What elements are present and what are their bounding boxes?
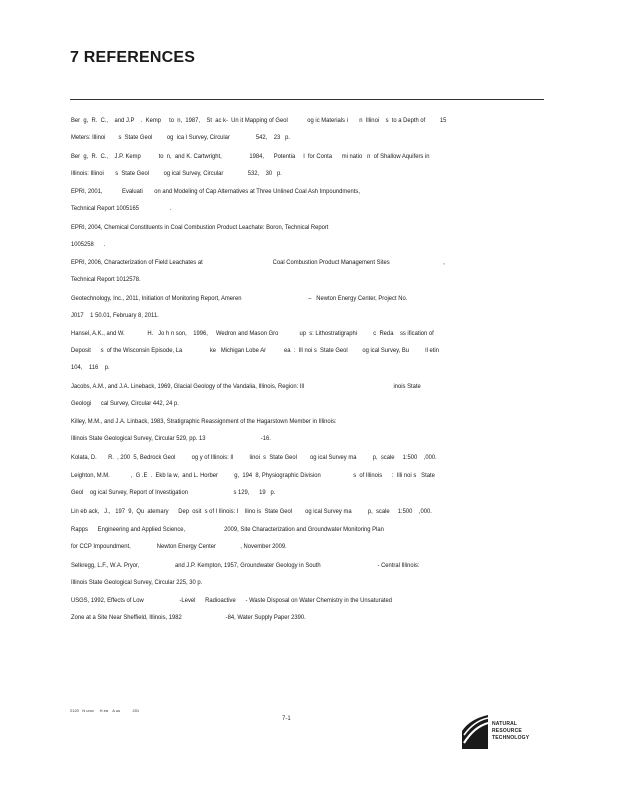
reference-line: 104, 116 p. — [71, 364, 110, 371]
reference-line: Geologi cal Survey, Circular 442, 24 p. — [71, 399, 179, 407]
reference-entry — [71, 413, 522, 447]
reference-list — [71, 112, 541, 628]
reference-entry — [71, 148, 522, 182]
reference-entry — [71, 112, 522, 146]
reference-line: Selkregg, L.F., W.A. Pryor, and J.P. Kempton, 1957, Groundwater Geology in South - Central Illinois: — [71, 561, 420, 569]
reference-line: Deposit s of the Wisconsin Episode, La ke Michigan Lobe Ar ea : Ill noi s State Geol og ical Survey, Bu ll etin — [71, 347, 439, 354]
reference-line: Meters: Illinoi s State Geol og ica l Survey, Circular 542, 23 p. — [71, 134, 291, 141]
reference-entry — [71, 183, 522, 217]
reference-entry — [71, 467, 522, 501]
reference-line: Illinois State Geological Survey, Circular 529, pp. 13 -16. — [71, 435, 271, 442]
reference-line: Technical Report 1005165 . — [71, 205, 172, 212]
logo-line: NATURAL — [492, 721, 518, 727]
logo-mark-icon — [460, 713, 490, 749]
reference-line: EPRI, 2004, Chemical Constituents in Coal Combustion Product Leachate: Boron, Technical Report — [71, 223, 329, 231]
reference-line: Jacobs, A.M., and J.A. Lineback, 1969, Glacial Geology of the Vandalia, Illinois, Region: Ill inois State — [71, 382, 421, 390]
reference-entry — [71, 378, 522, 412]
reference-line: Geol og ical Survey, Report of Investigation s 129, 19 p. — [71, 489, 276, 496]
reference-line: Illinois State Geological Survey, Circular 225, 30 p. — [71, 578, 203, 586]
reference-line: 1005258 . — [71, 240, 106, 248]
reference-entry — [71, 219, 522, 253]
reference-line: EPRI, 2006, Characterization of Field Leachates at Coal Combustion Product Management Sites , — [71, 259, 445, 266]
reference-entry — [71, 592, 522, 626]
reference-line: Illinois: Illinoi s State Geol og ical Survey, Circular 532, 30 p. — [71, 169, 282, 177]
reference-line: Geotechnology, Inc., 2011, Initiation of Monitoring Report, Ameren – Newton Energy Center, Project No. — [71, 294, 408, 302]
reference-entry — [71, 449, 522, 466]
logo-line: RESOURCE — [492, 728, 522, 734]
reference-line: Hansel, A.K., and W. H. Jo h n son, 1996, Wedron and Mason Gro up s: Lithostratigraphi c Reda ss ification of — [71, 330, 434, 337]
reference-line: Technical Report 1012578. — [71, 276, 141, 283]
reference-line: USGS, 1992, Effects of Low -Level Radioactive - Waste Disposal on Water Chemistry in the Unsaturated — [71, 597, 393, 604]
reference-entry — [71, 521, 522, 555]
company-logo — [460, 713, 540, 749]
reference-line: Killey, M.M., and J.A. Linback, 1983, Stratigraphic Reassignment of the Hagarstown Member in Illinois: — [71, 418, 337, 425]
reference-line: Leighton, M.M. , G .E . Ekb la w, and L. Horber g, 194 8, Physiographic Division s of Illinois : Illi noi s State — [71, 472, 435, 479]
reference-entry — [71, 503, 522, 520]
reference-line: EPRI, 2001, Evaluati on and Modeling of Cap Alternatives at Three Unlined Coal Ash Impoundments, — [71, 188, 360, 195]
reference-line: for CCP Impoundment, Newton Energy Center , November 2009. — [71, 543, 287, 550]
reference-entry — [71, 557, 522, 591]
reference-line: Rapps Engineering and Applied Science, 2009, Site Characterization and Groundwater Monitoring Plan — [71, 526, 384, 533]
reference-entry — [71, 254, 522, 288]
reference-line: Lin eb ack, J., 197 9, Qu atemary Dep osit s of I llinois: I llino is State Geol og ical Survey ma p, scale 1:500 ,000. — [71, 507, 432, 515]
reference-line: J017 1 50.01, February 8, 2011. — [71, 311, 159, 319]
reference-entry — [71, 325, 522, 376]
footer-document-id: 2120 N urov H ea A uu 201 — [70, 708, 140, 713]
logo-line: TECHNOLOGY — [492, 735, 530, 741]
reference-entry — [71, 290, 522, 324]
title-divider — [70, 99, 544, 100]
reference-line: Kolata, D. R. , 200 5, Bedrock Geol og y of Illinois: Il linoi s State Geol og ical Survey ma p, scale 1:500 ,000. — [71, 453, 437, 461]
logo-wordmark — [492, 721, 529, 742]
page-title: 7 REFERENCES — [70, 49, 196, 66]
reference-line: Zone at a Site Near Sheffield, Illinois, 1982 -84, Water Supply Paper 2390. — [71, 614, 306, 621]
page-number: 7-1 — [282, 716, 291, 722]
reference-line: Ber g, R. C., J.P. Kemp to n, and K. Cartwright, 1984, Potentia l for Conta mi natio n of Shallow Aquifers in — [71, 152, 430, 160]
reference-line: Ber g, R. C., and J.P . Kemp to n, 1987, St ac k- Un it Mapping of Geol og ic Materials i n Illinoi s to a Depth of 15 — [71, 117, 447, 124]
